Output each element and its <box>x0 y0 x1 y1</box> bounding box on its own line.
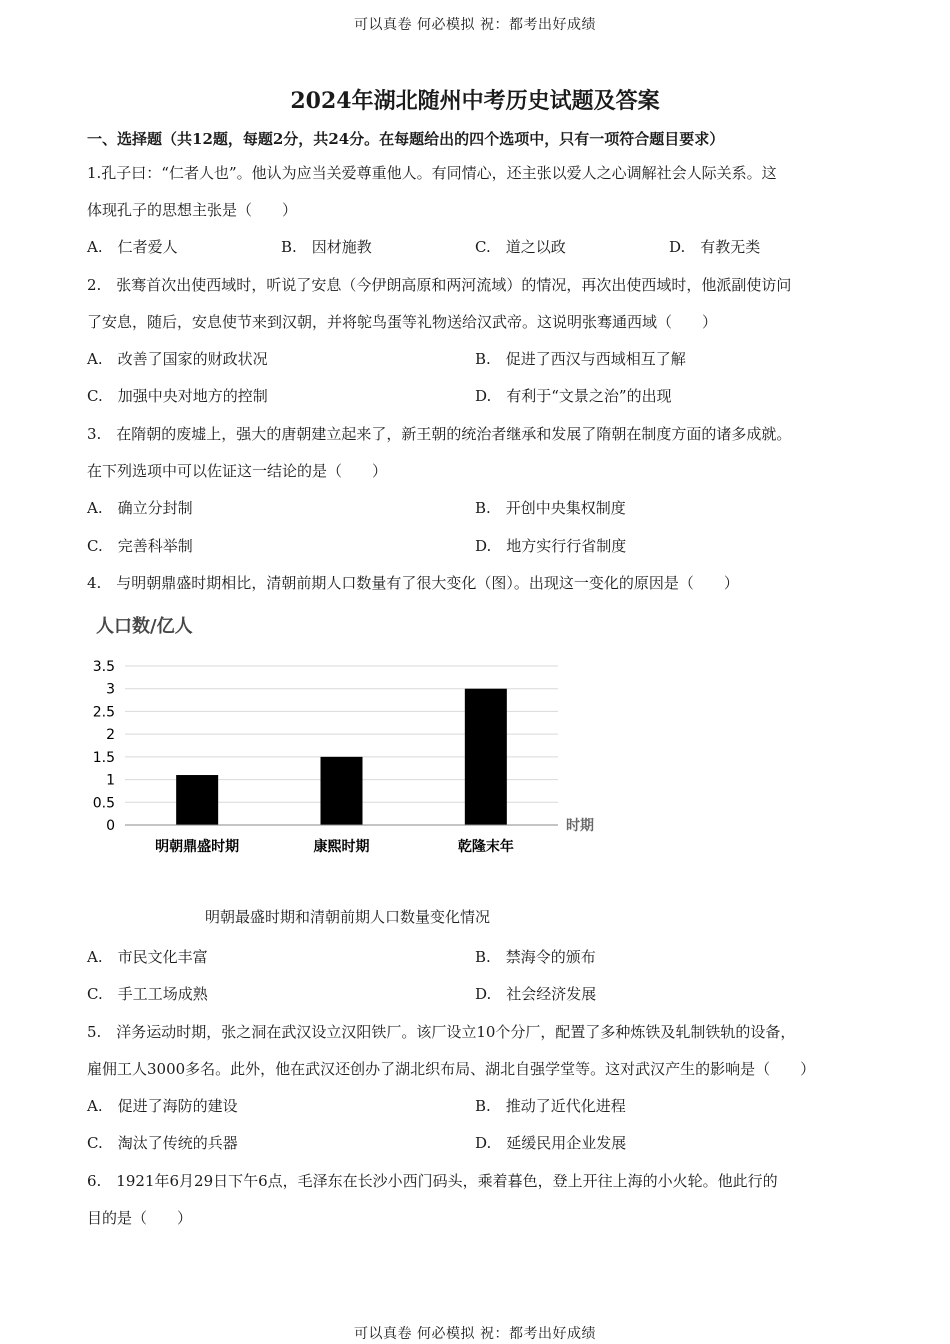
q4-option-b: B. 禁海令的颁布 <box>475 948 596 966</box>
q1-stem-line1: 1.孔子曰：“仁者人也”。他认为应当关爱尊重他人。有同情心，还主张以爱人之心调解社会人际关系。这 <box>87 164 777 182</box>
page-footer: 可以真卷 何必模拟 祝：都考出好成绩 <box>354 1326 596 1342</box>
section-heading: 一、选择题（共12题，每题2分，共24分。在每题给出的四个选项中，只有一项符合题目要求） <box>87 130 725 148</box>
q5-stem-line2: 雇佣工人3000多名。此外，他在武汉还创办了湖北织布局、湖北自强学堂等。这对武汉产生的影响是（ ） <box>87 1060 816 1078</box>
q6-stem-line2: 目的是（ ） <box>87 1209 193 1227</box>
q1-option-d: D. 有教无类 <box>669 238 761 256</box>
q2-stem-line2: 了安息，随后，安息使节来到汉朝，并将鸵鸟蛋等礼物送给汉武帝。这说明张骞通西域（ ） <box>87 313 718 331</box>
q1-option-c: C. 道之以政 <box>475 238 566 256</box>
chart-y-ticks <box>93 659 115 834</box>
chart-y-tick-label: 0.5 <box>92 795 115 812</box>
page-header: 可以真卷 何必模拟 祝：都考出好成绩 <box>354 17 596 33</box>
chart-y-tick-label: 2 <box>106 727 115 744</box>
q5-option-c: C. 淘汰了传统的兵器 <box>87 1134 238 1152</box>
chart-y-tick-label: 3.5 <box>92 659 115 675</box>
chart-y-tick-label: 1 <box>106 772 115 789</box>
q6-stem-line1: 6. 1921年6月29日下午6点，毛泽东在长沙小西门码头，乘着暮色，登上开往上海的小火轮。他此行的 <box>87 1172 778 1190</box>
q2-option-b: B. 促进了西汉与西域相互了解 <box>475 350 686 368</box>
q3-stem-line1: 3. 在隋朝的废墟上，强大的唐朝建立起来了，新王朝的统治者继承和发展了隋朝在制度方面的诸多成就。 <box>87 425 792 443</box>
chart-x-category-label: 乾隆末年 <box>457 839 514 855</box>
q3-option-b: B. 开创中央集权制度 <box>475 499 626 517</box>
q5-option-b: B. 推动了近代化进程 <box>475 1097 626 1115</box>
q2-option-a: A. 改善了国家的财政状况 <box>87 350 268 368</box>
q3-option-d: D. 地方实行行省制度 <box>475 537 627 555</box>
q3-option-c: C. 完善科举制 <box>87 537 193 555</box>
q5-stem-line1: 5. 洋务运动时期，张之洞在武汉设立汉阳铁厂。该厂设立10个分厂，配置了多种炼铁及轧制铁轨的设备， <box>87 1023 796 1041</box>
chart-bar <box>465 689 507 825</box>
q1-option-b: B. 因材施教 <box>281 238 372 256</box>
q4-stem-line1: 4. 与明朝鼎盛时期相比，清朝前期人口数量有了很大变化（图）。出现这一变化的原因是（ ） <box>87 574 739 592</box>
q5-option-a: A. 促进了海防的建设 <box>87 1097 238 1115</box>
chart-y-tick-label: 0 <box>106 818 115 834</box>
chart-y-axis-title: 人口数/亿人 <box>96 616 193 637</box>
chart-bar <box>321 757 363 825</box>
chart-x-category-label: 明朝鼎盛时期 <box>155 839 240 855</box>
q5-option-d: D. 延缓民用企业发展 <box>475 1134 627 1152</box>
q3-option-a: A. 确立分封制 <box>87 499 193 517</box>
chart-x-categories <box>155 838 514 855</box>
q3-stem-line2: 在下列选项中可以佐证这一结论的是（ ） <box>87 462 388 480</box>
chart-y-tick-label: 3 <box>106 681 115 698</box>
population-bar-chart <box>88 608 618 863</box>
q2-option-c: C. 加强中央对地方的控制 <box>87 387 268 405</box>
page-title: 2024年湖北随州中考历史试题及答案 <box>290 88 660 114</box>
chart-x-axis-title: 时期 <box>566 818 594 834</box>
q4-option-a: A. 市民文化丰富 <box>87 948 208 966</box>
q2-option-d: D. 有利于“文景之治”的出现 <box>475 387 672 405</box>
q1-stem-line2: 体现孔子的思想主张是（ ） <box>87 201 298 219</box>
q4-option-d: D. 社会经济发展 <box>475 985 597 1003</box>
chart-bar <box>176 775 218 825</box>
chart-x-category-label: 康熙时期 <box>313 839 370 855</box>
q2-stem-line1: 2. 张骞首次出使西域时，听说了安息（今伊朗高原和两河流域）的情况，再次出使西域时，他派副使访问 <box>87 276 792 294</box>
q1-option-a: A. 仁者爱人 <box>87 238 178 256</box>
chart-y-tick-label: 2.5 <box>92 704 115 721</box>
chart-caption: 明朝最盛时期和清朝前期人口数量变化情况 <box>205 908 491 926</box>
chart-y-tick-label: 1.5 <box>92 749 115 766</box>
q4-option-c: C. 手工工场成熟 <box>87 985 208 1003</box>
